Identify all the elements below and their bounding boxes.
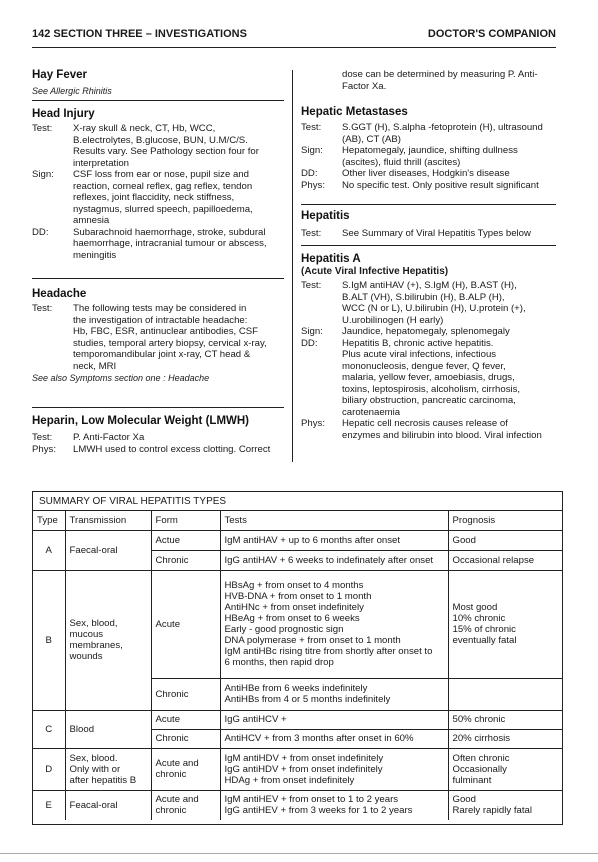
line: fulminant <box>452 774 492 786</box>
line: IgM antiHDV + from onset indefinitely <box>224 752 384 764</box>
line: after hepatitis B <box>69 774 137 786</box>
form-cell <box>151 748 220 790</box>
phys-row <box>301 180 556 192</box>
row-text <box>342 145 556 168</box>
form-cell: Acute <box>151 710 220 729</box>
line: meningitis <box>73 249 117 261</box>
tests-cell <box>220 748 448 790</box>
transmission-cell: Blood <box>65 710 151 748</box>
row-text <box>73 123 284 169</box>
line: 6 months, then rapid drop <box>224 657 334 668</box>
entry-title: Hepatic Metastases <box>301 106 408 118</box>
line: Results vary. See Pathology section four for <box>73 146 259 157</box>
line: Rarely rapidly fatal <box>452 805 532 817</box>
line: mucous <box>69 629 104 640</box>
row-label: Test: <box>32 303 53 314</box>
sign-row <box>32 169 284 227</box>
line: Hepatomegaly, jaundice, shifting dullness <box>342 145 518 156</box>
transmission-cell: Faecal-oral <box>65 530 151 570</box>
line: interpretation <box>73 157 129 169</box>
transmission-cell <box>65 570 151 710</box>
header-rule <box>32 47 556 48</box>
phys-row <box>301 418 556 441</box>
test-row <box>32 123 284 169</box>
line: The following tests may be considered in <box>73 303 247 314</box>
line: Sex, blood, <box>69 618 118 629</box>
row-label: Phys: <box>301 179 325 191</box>
line: AntiHNc + from onset indefinitely <box>224 602 364 613</box>
line: temporomandibular joint x-ray, CT head & <box>73 349 251 360</box>
line: HBeAg + from onset to 6 weeks <box>224 613 360 624</box>
summary-table <box>33 511 562 820</box>
tests-cell: AntiHCV + from 3 months after onset in 60% <box>220 729 448 748</box>
line: Early - good prognostic sign <box>224 624 344 635</box>
line: U.urobilinogen (H early) <box>342 314 444 326</box>
row-text <box>342 280 556 326</box>
line: AntiHBs from 4 or 5 months indefinitely <box>224 694 391 705</box>
entry-hepatic-metastases <box>301 105 556 204</box>
line: Hepatitis B, chronic active hepatitis. <box>342 337 494 349</box>
dd-row <box>301 168 556 180</box>
row-text: Other liver diseases, Hodgkin's disease <box>342 168 510 179</box>
row-text <box>342 122 556 145</box>
sign-row <box>301 326 556 338</box>
tests-cell: IgM antiHAV + up to 6 months after onset <box>220 530 448 550</box>
form-cell <box>151 790 220 820</box>
transmission-cell: Feacal-oral <box>65 790 151 820</box>
line: IgM antiHEV + from onset to 1 to 2 years <box>224 794 399 806</box>
running-head-left: 142 SECTION THREE – INVESTIGATIONS <box>32 28 247 40</box>
entry-title: Hay Fever <box>32 69 87 81</box>
row-label: Test: <box>301 228 322 239</box>
line: Subarachnoid haemorrhage, stroke, subdural <box>73 226 266 238</box>
row-label: Test: <box>32 432 53 443</box>
running-head-right: DOCTOR'S COMPANION <box>427 28 556 40</box>
line: 15% of chronic <box>452 624 516 635</box>
test-row <box>301 228 556 240</box>
transmission-cell <box>65 748 151 790</box>
test-row <box>301 122 556 145</box>
row-label: Phys: <box>301 418 325 429</box>
entry-title: Heparin, Low Molecular Weight (LMWH) <box>32 415 250 427</box>
line: Hepatic cell necrosis causes release of <box>342 418 508 429</box>
table-row <box>33 530 562 550</box>
column-header-tests: Tests <box>220 511 448 530</box>
test-row <box>32 303 284 372</box>
entry-title: Head Injury <box>32 108 95 120</box>
left-column <box>32 66 284 455</box>
cross-reference: See Allergic Rhinitis <box>32 86 112 96</box>
form-cell: Chronic <box>151 678 220 710</box>
line: chronic <box>155 805 187 817</box>
prognosis-cell: Good <box>448 530 562 550</box>
entry-heparin-continued <box>301 69 556 105</box>
line: chronic <box>155 769 187 780</box>
line: eventually fatal <box>452 635 517 646</box>
line: S.IgM antiHAV (+), S.IgM (H), B.AST (H), <box>342 280 517 291</box>
tests-cell <box>220 790 448 820</box>
line: 10% chronic <box>452 613 506 624</box>
line: studies, temporal artery biopsy, cervical x-ray, <box>73 337 267 349</box>
test-row <box>32 432 284 444</box>
type-cell: C <box>33 710 65 748</box>
row-text <box>73 227 284 262</box>
line: Most good <box>452 602 498 613</box>
row-label: Test: <box>301 280 322 291</box>
line: Factor Xa. <box>342 80 387 92</box>
entry-hepatitis-a <box>301 246 556 441</box>
page-header <box>32 28 556 40</box>
form-cell: Chronic <box>151 729 220 748</box>
line: malaria, yellow fever, amoebiasis, drugs, <box>342 372 515 383</box>
line: amnesia <box>73 215 110 226</box>
line: toxins, leptospirosis, alcoholism, cirrhosis, <box>342 383 521 395</box>
column-header-type: Type <box>33 511 65 530</box>
tests-cell: IgG antiHCV + <box>220 710 448 729</box>
line: DNA polymerase + from onset to 1 month <box>224 635 401 646</box>
line: (ascites), fluid thrill (ascites) <box>342 156 461 168</box>
type-cell: B <box>33 570 65 710</box>
entry-title: Hepatitis <box>301 210 350 222</box>
entry-hay-fever <box>32 66 284 100</box>
row-text: LMWH used to control excess clotting. Correct <box>73 443 271 455</box>
table-row <box>33 710 562 729</box>
line: Often chronic <box>452 752 510 764</box>
line: dose can be determined by measuring P. Anti- <box>342 69 538 80</box>
cross-reference: See also Symptoms section one : Headache <box>32 373 210 383</box>
entry-hepatitis <box>301 205 556 245</box>
form-cell: Chronic <box>151 550 220 570</box>
right-column <box>301 69 556 441</box>
prognosis-cell: 50% chronic <box>448 710 562 729</box>
line: B.ALT (VH), S.bilirubin (H), B.ALP (H), <box>342 291 505 303</box>
line: X-ray skull & neck, CT, Hb, WCC, <box>73 123 216 134</box>
line: CSF loss from ear or nose, pupil size and <box>73 169 249 180</box>
row-text <box>73 303 284 372</box>
form-cell: Acute <box>151 570 220 678</box>
line: biliary obstruction, pancreatic carcinoma, <box>342 395 516 406</box>
line: IgG antiHDV + from onset indefinitely <box>224 763 383 775</box>
line: WCC (N or L), U.bilirubin (H), U.protein (+), <box>342 303 526 314</box>
table-caption: SUMMARY OF VIRAL HEPATITIS TYPES <box>33 492 562 511</box>
entry-subtitle: (Acute Viral Infective Hepatitis) <box>301 266 449 277</box>
prognosis-cell <box>448 790 562 820</box>
line: reaction, corneal reflex, gag reflex, tendon <box>73 180 253 192</box>
table-row <box>33 570 562 678</box>
row-label: Sign: <box>301 326 323 337</box>
line: Acute and <box>155 794 199 806</box>
row-text: See Summary of Viral Hepatitis Types below <box>342 228 531 239</box>
row-label: DD: <box>32 226 49 238</box>
entry-title: Headache <box>32 288 87 300</box>
line: membranes, <box>69 640 123 651</box>
prognosis-cell <box>448 570 562 678</box>
row-label: Phys: <box>32 443 56 455</box>
continued-text <box>301 69 556 92</box>
tests-cell <box>220 678 448 710</box>
dd-row <box>301 338 556 419</box>
line: IgG antiHEV + from 3 weeks for 1 to 2 years <box>224 805 413 817</box>
line: haemorrhage, intracranial tumour or abscess, <box>73 238 267 249</box>
entry-head-injury <box>32 101 284 278</box>
line: the investigation of intractable headache: <box>73 314 248 326</box>
line: enzymes and bilirubin into blood. Viral infection <box>342 429 542 441</box>
phys-row <box>32 444 284 456</box>
row-label: Test: <box>32 123 53 134</box>
table-row <box>33 790 562 820</box>
entry-heparin <box>32 408 284 455</box>
table-header-row <box>33 511 562 530</box>
row-label: Test: <box>301 122 322 133</box>
line: carotenaemia <box>342 406 401 418</box>
line: HVB-DNA + from onset to 1 month <box>224 591 372 602</box>
type-cell: A <box>33 530 65 570</box>
test-row <box>301 280 556 326</box>
prognosis-cell: 20% cirrhosis <box>448 729 562 748</box>
line: neck, MRI <box>73 360 117 372</box>
viral-hepatitis-table <box>32 491 563 825</box>
line: Good <box>452 794 476 806</box>
row-text <box>342 418 556 441</box>
row-label: Sign: <box>301 145 323 156</box>
line: Hb, FBC, ESR, antinuclear antibodies, CSF <box>73 326 259 337</box>
row-label: Sign: <box>32 169 54 180</box>
line: nystagmus, slurred speech, papilloedema, <box>73 203 253 215</box>
line: Sex, blood. <box>69 752 118 764</box>
line: Occasionally <box>452 763 507 775</box>
line: B.electrolytes, B.glucose, BUN, U.M/C/S. <box>73 134 248 146</box>
dd-row <box>32 227 284 262</box>
line: (AB), CT (AB) <box>342 133 401 145</box>
column-header-form: Form <box>151 511 220 530</box>
entry-title: Hepatitis A <box>301 253 361 265</box>
row-label: DD: <box>301 168 318 179</box>
row-label: DD: <box>301 337 318 349</box>
table-row <box>33 748 562 790</box>
sign-row <box>301 145 556 168</box>
form-cell: Actue <box>151 530 220 550</box>
line: Only with or <box>69 763 121 775</box>
prognosis-cell <box>448 678 562 710</box>
line: reflexes, joint flaccidity, neck stiffness, <box>73 192 235 203</box>
tests-cell: IgG antiHAV + 6 weeks to indefinately after onset <box>220 550 448 570</box>
column-header-transmission: Transmission <box>65 511 151 530</box>
line: AntiHBe from 6 weeks indefinitely <box>224 683 368 694</box>
row-text: P. Anti-Factor Xa <box>73 432 145 443</box>
type-cell: D <box>33 748 65 790</box>
column-divider <box>292 70 293 462</box>
line: mononucleosis, dengue fever, Q fever, <box>342 360 506 372</box>
column-header-prognosis: Prognosis <box>448 511 562 530</box>
prognosis-cell <box>448 748 562 790</box>
line: Plus acute viral infections, infectious <box>342 349 497 360</box>
line: HBsAg + from onset to 4 months <box>224 580 364 591</box>
line: S.GGT (H), S.alpha -fetoprotein (H), ultrasound <box>342 122 543 133</box>
line: IgM antiHBc rising titre from shortly after onset to <box>224 646 433 657</box>
row-text <box>342 338 556 419</box>
line: Acute and <box>155 758 199 769</box>
row-text <box>73 169 284 227</box>
type-cell: E <box>33 790 65 820</box>
line: HDAg + from onset indefinitely <box>224 774 355 786</box>
entry-headache <box>32 279 284 407</box>
row-text: Jaundice, hepatomegaly, splenomegaly <box>342 326 510 337</box>
prognosis-cell: Occasional relapse <box>448 550 562 570</box>
line: wounds <box>69 651 103 662</box>
page-bottom-rule <box>0 853 598 854</box>
row-text: No specific test. Only positive result significant <box>342 179 539 191</box>
tests-cell <box>220 570 448 678</box>
